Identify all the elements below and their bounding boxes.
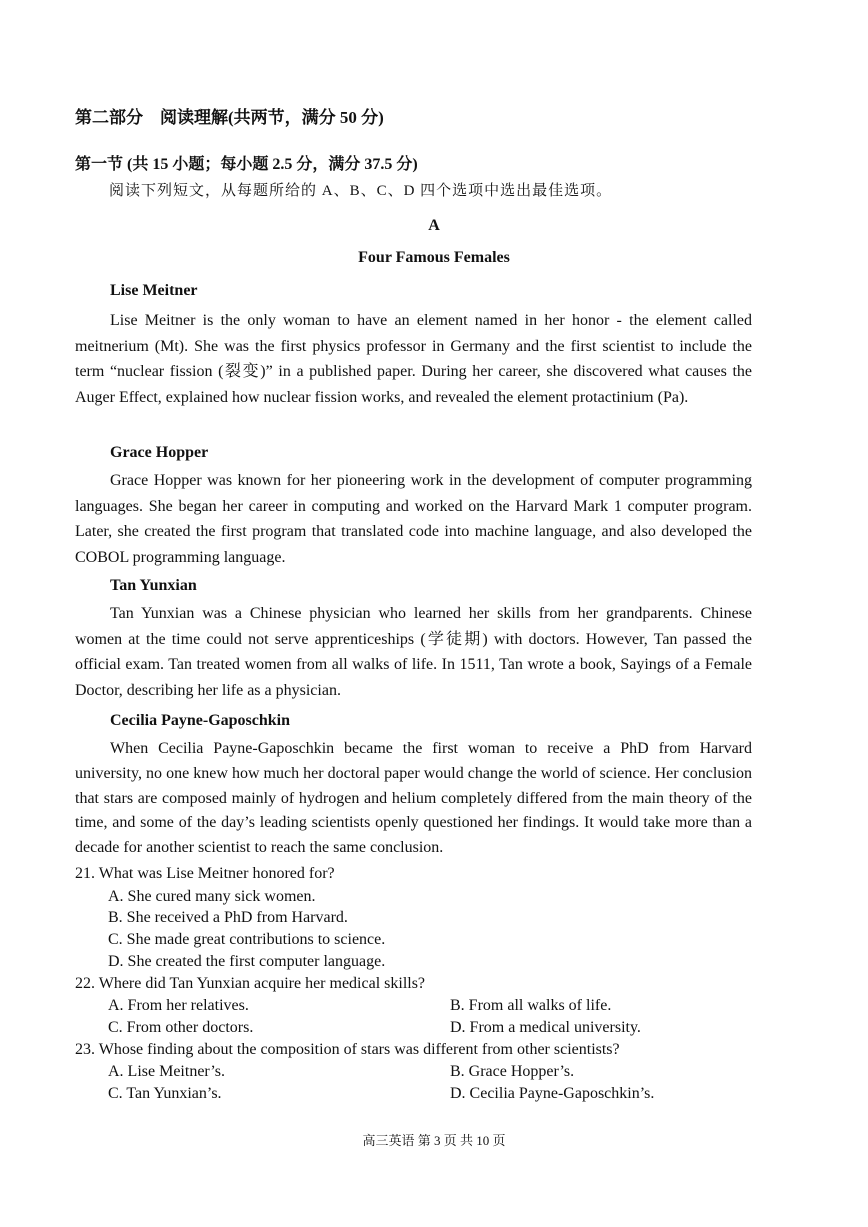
question-21-option-b: B. She received a PhD from Harvard.: [108, 909, 348, 926]
question-22-option-b: B. From all walks of life.: [450, 997, 612, 1014]
question-23-option-a: A. Lise Meitner’s.: [108, 1063, 226, 1080]
page-footer: 高三英语 第 3 页 共 10 页: [362, 1133, 506, 1148]
section-text-cecilia-payne-gaposchkin: When Cecilia Payne-Gaposchkin became the first woman to receive a PhD from Harvard university, no one knew how much her doctoral paper would change the world of science. Her conclusion that stars are composed mainly of hydrogen and helium completely differed from the main theory of the time, and some of the day’s leading scientists openly questioned her findings. It would take more than a decade for another scientist to reach the same conclusion.: [75, 740, 752, 857]
section-text-grace-hopper: Grace Hopper was known for her pioneering work in the development of computer programming languages. She began her career in computing and worked on the Harvard Mark 1 computer program. Later, she created the first program that translated code into machine language, and also developed the COBOL programming language.: [75, 472, 752, 566]
question-22-option-a: A. From her relatives.: [108, 997, 249, 1014]
section-text-tan-yunxian: Tan Yunxian was a Chinese physician who learned her skills from her grandparents. Chinese women at the time could not serve apprenticeships (学徒期) with doctors. However, Tan passed the official exam. Tan treated women from all walks of life. In 1511, Tan wrote a book, Sayings of a Female Doctor, describing her life as a physician.: [75, 605, 752, 699]
part-heading: 第二部分 阅读理解(共两节，满分 50 分): [75, 108, 384, 127]
question-21-stem: 21. What was Lise Meitner honored for?: [75, 865, 335, 882]
question-22-stem: 22. Where did Tan Yunxian acquire her medical skills?: [75, 975, 426, 992]
question-21-option-c: C. She made great contributions to science.: [108, 931, 386, 948]
question-22-option-c: C. From other doctors.: [108, 1019, 254, 1036]
question-21-option-a: A. She cured many sick women.: [108, 888, 316, 905]
section-heading: 第一节 (共 15 小题；每小题 2.5 分，满分 37.5 分): [75, 156, 418, 173]
question-22-option-d: D. From a medical university.: [450, 1019, 641, 1036]
question-23-option-b: B. Grace Hopper’s.: [450, 1063, 575, 1080]
instructions: 阅读下列短文，从每题所给的 A、B、C、D 四个选项中选出最佳选项。: [109, 183, 613, 199]
question-23-option-d: D. Cecilia Payne-Gaposchkin’s.: [450, 1085, 655, 1102]
section-text-lise-meitner: Lise Meitner is the only woman to have an element named in her honor - the element called meitnerium (Mt). She was the first physics professor in Germany and the first scientist to include the term “nuclear fission (裂变)” in a published paper. During her career, she discovered what causes the Auger Effect, explained how nuclear fission works, and revealed the element protactinium (Pa).: [75, 312, 752, 406]
section-name-cecilia-payne-gaposchkin: Cecilia Payne-Gaposchkin: [110, 712, 291, 729]
question-23-option-c: C. Tan Yunxian’s.: [108, 1085, 222, 1102]
passage-letter: A: [428, 217, 440, 234]
passage-title: Four Famous Females: [358, 249, 510, 266]
question-23-stem: 23. Whose finding about the composition of stars was different from other scientists?: [75, 1041, 620, 1058]
section-name-grace-hopper: Grace Hopper: [110, 444, 209, 461]
section-name-tan-yunxian: Tan Yunxian: [110, 577, 197, 594]
question-21-option-d: D. She created the first computer language.: [108, 953, 386, 970]
section-name-lise-meitner: Lise Meitner: [110, 282, 198, 299]
